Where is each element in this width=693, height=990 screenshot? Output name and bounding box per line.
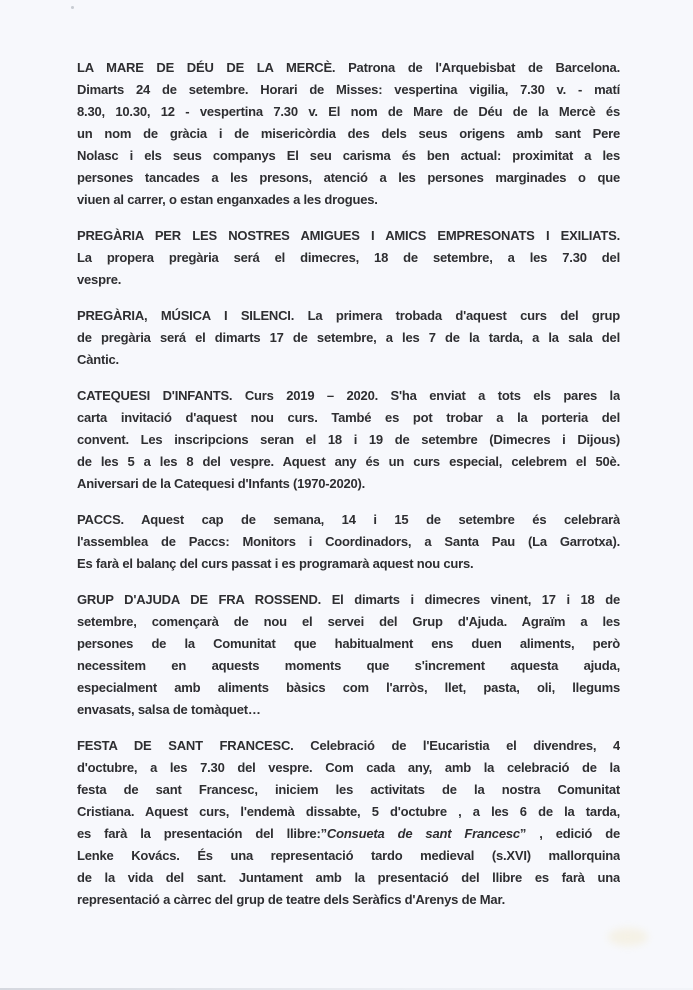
text-line: vespre. [77,272,122,287]
text-line: LA MARE DE DÉU DE LA MERCÈ. Patrona de l'Arquebisbat de Barcelona. [77,60,620,75]
text-line: un nom de gràcia i de misericòrdia des dels seus origens amb sant Pere [77,126,620,141]
book-title-italic: Consueta de sant Francesc [326,826,520,841]
text-line: Nolasc i els seus companys El seu carisma és ben actual: proximitat a les [77,148,620,163]
bulletin-text-column [77,57,620,925]
text-line: persones tancades a les presons, atenció a les persones marginades o que [77,170,620,185]
text-line: de pregària será el dimarts 17 de setembre, a les 7 de la tarda, a la sala del [77,330,620,345]
text-line: envasats, salsa de tomàquet… [77,702,261,717]
text-line: Es farà el balanç del curs passat i es programarà aquest nou curs. [77,556,474,571]
scan-speck [71,6,74,9]
scan-smudge [608,928,648,946]
text-line: Càntic. [77,352,119,367]
text-line: PREGÀRIA, MÚSICA I SILENCI. La primera trobada d'aquest curs del grup [77,308,620,323]
text-line: necessitem en aquests moments que s'increment aquesta ajuda, [77,658,620,673]
section-paccs [77,509,620,575]
section-pregaria-musica-i-silenci [77,305,620,371]
text-line: CATEQUESI D'INFANTS. Curs 2019 – 2020. S'ha enviat a tots els pares la [77,388,620,403]
text-run: ” , edició de [519,826,620,841]
text-line: viuen al carrer, o estan enganxades a les drogues. [77,192,378,207]
text-line: d'octubre, a les 7.30 del vespre. Com cada any, amb la celebració de la [77,760,620,775]
section-la-mare-de-deu-de-la-merce [77,57,620,211]
text-line: Aniversari de la Catequesi d'Infants (1970-2020). [77,476,366,491]
text-line: La propera pregària será el dimecres, 18 de setembre, a les 7.30 del [77,250,620,265]
text-line: representació a càrrec del grup de teatre dels Seràfics d'Arenys de Mar. [77,892,506,907]
section-catequesi-infants [77,385,620,495]
text-line: GRUP D'AJUDA DE FRA ROSSEND. El dimarts i dimecres vinent, 17 i 18 de [77,592,620,607]
text-line: carta invitació d'aquest nou curs. També es pot trobar a la porteria del [77,410,620,425]
text-line: convent. Les inscripcions seran el 18 i 19 de setembre (Dimecres i Dijous) [77,432,620,447]
text-line: setembre, començarà de nou el servei del Grup d'Ajuda. Agraïm a les [77,614,620,629]
text-line: l'assemblea de Paccs: Monitors i Coordinadors, a Santa Pau (La Garrotxa). [77,534,620,549]
text-line: 8.30, 10.30, 12 - vespertina 7.30 v. El nom de Mare de Déu de la Mercè és [77,104,620,119]
text-line: de la vida del sant. Juntament amb la presentació del llibre es farà una [77,870,620,885]
text-line: de les 5 a les 8 del vespre. Aquest any és un curs especial, celebrem el 50è. [77,454,620,469]
text-line: FESTA DE SANT FRANCESC. Celebració de l'Eucaristia el divendres, 4 [77,738,620,753]
section-festa-sant-francesc [77,735,620,911]
text-line: festa de sant Francesc, iniciem les activitats de la nostra Comunitat [77,782,620,797]
text-line: especialment amb aliments bàsics com l'arròs, llet, pasta, oli, llegums [77,680,620,695]
text-line: PACCS. Aquest cap de semana, 14 i 15 de setembre és celebrarà [77,512,620,527]
section-pregaria-empresonats-exiliats [77,225,620,291]
text-line [77,823,620,845]
section-grup-ajuda-fra-rossend [77,589,620,721]
text-line: PREGÀRIA PER LES NOSTRES AMIGUES I AMICS EMPRESONATS I EXILIATS. [77,228,620,243]
text-line: persones de la Comunitat que habitualment ens duen aliments, però [77,636,620,651]
text-line: Dimarts 24 de setembre. Horari de Misses: vespertina vigilia, 7.30 v. - matí [77,82,620,97]
text-line: Cristiana. Aquest curs, l'endemà dissabte, 5 d'octubre , a les 6 de la tarda, [77,804,620,819]
text-line: Lenke Kovács. És una representació tardo medieval (s.XVI) mallorquina [77,848,620,863]
text-run: es farà la presentación del llibre:” [77,826,327,841]
